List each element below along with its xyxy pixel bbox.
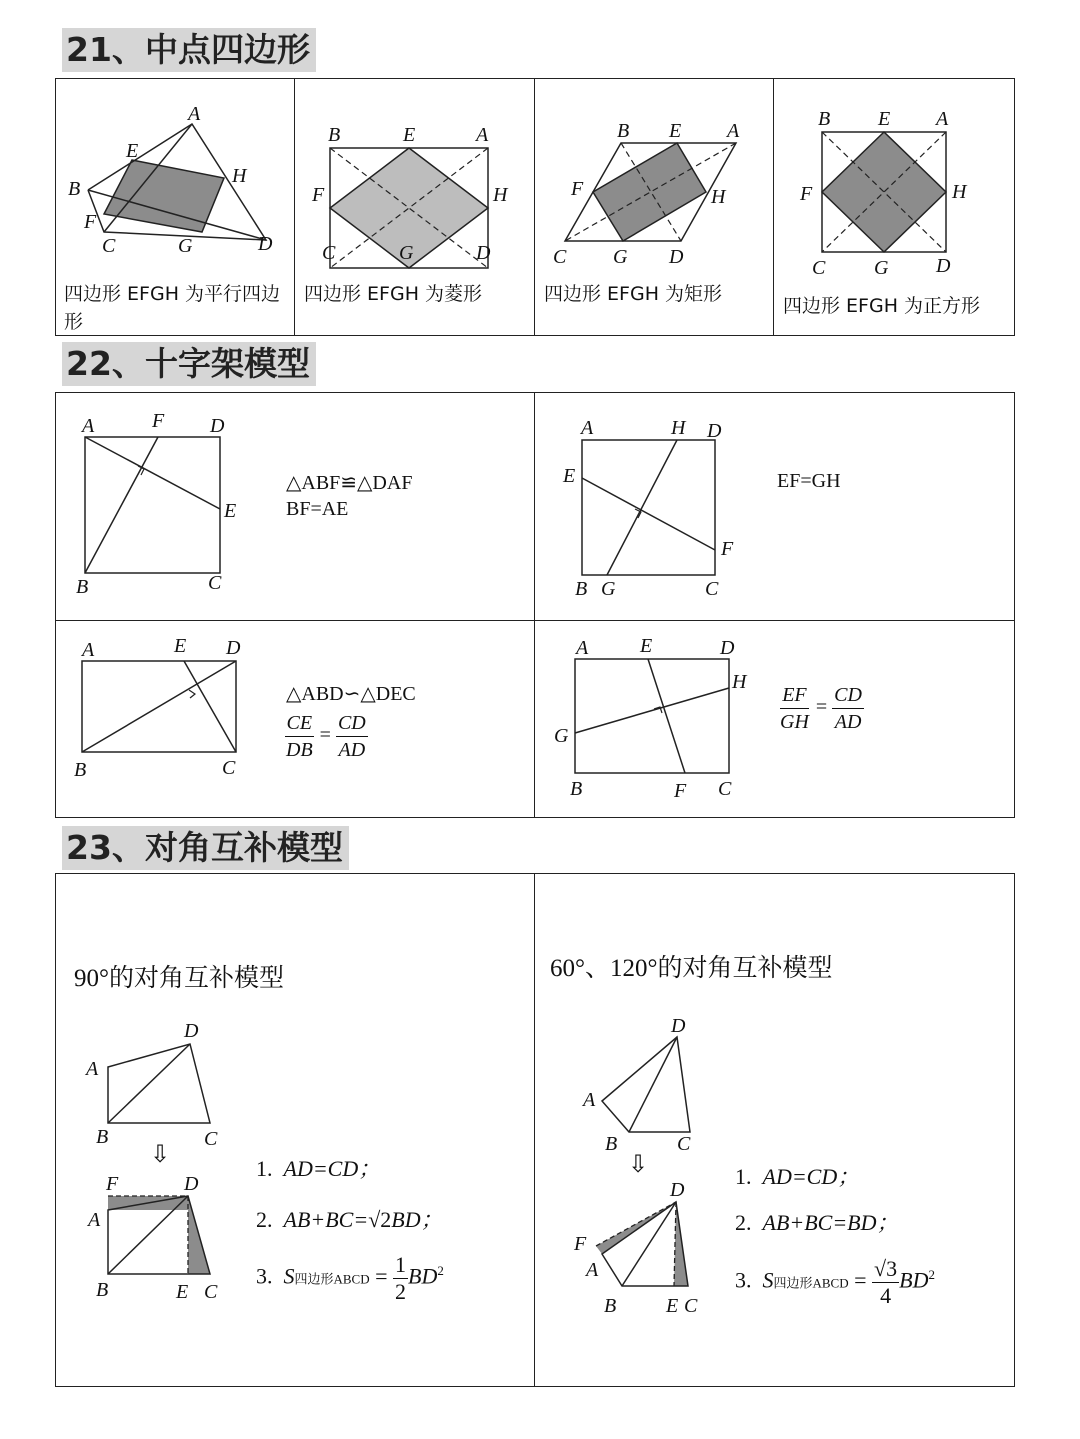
label-g: G [601, 578, 616, 600]
label-e: E [669, 120, 682, 142]
midpoint-rhombus-figure [300, 115, 530, 265]
denominator: GH [780, 711, 809, 733]
section-title-text: 十字架模型 [144, 344, 310, 383]
label-a: A [583, 1089, 596, 1111]
section-title-text: 对角互补模型 [144, 828, 343, 867]
label-h: H [493, 184, 508, 206]
cross-square-figure-2 [555, 410, 755, 610]
label-c: C [718, 778, 732, 800]
model-60-figure-bottom [570, 1178, 730, 1318]
formula: AB+BC= [283, 1207, 369, 1232]
section-number: 23、 [66, 828, 145, 867]
conclusion-2 [256, 1203, 443, 1234]
item-number: 3. [256, 1263, 273, 1289]
table-divider [55, 620, 1015, 621]
equals-sign: = [319, 724, 331, 747]
ratio-equation [778, 682, 864, 735]
label-e: E [640, 635, 653, 657]
section-23-title [62, 826, 349, 870]
label-e: E [666, 1295, 679, 1317]
sqrt-term: √2 [368, 1207, 392, 1232]
label-a: A [586, 1259, 599, 1281]
cross-rectangle-figure [70, 630, 270, 790]
numerator: √3 [874, 1256, 898, 1281]
label-d: D [476, 242, 491, 264]
label-d: D [184, 1173, 199, 1195]
label-c: C [553, 246, 567, 268]
denominator: 4 [880, 1283, 892, 1308]
label-c: C [204, 1281, 218, 1303]
label-g: G [178, 235, 193, 257]
fraction [832, 682, 864, 735]
caption-rectangle: 四边形 EFGH 为矩形 [544, 283, 723, 305]
label-e: E [224, 500, 237, 522]
area-subscript: 四边形ABCD [294, 1271, 370, 1287]
fraction [872, 1256, 899, 1309]
label-f: F [84, 211, 97, 233]
equality-statement: BF=AE [286, 498, 349, 520]
area-symbol: S [762, 1267, 774, 1293]
cross-rectangle-figure-2 [550, 630, 750, 810]
label-e: E [176, 1281, 189, 1303]
label-c: C [204, 1128, 218, 1150]
label-f: F [800, 183, 813, 205]
denominator: DB [286, 739, 313, 761]
formula: AD=CD； [283, 1156, 381, 1181]
denominator: 2 [395, 1279, 407, 1304]
cross-square-figure [70, 405, 270, 605]
model-60-figure-top [575, 1012, 725, 1157]
denominator: AD [834, 711, 862, 733]
model-title-90: 90°的对角互补模型 [74, 965, 284, 992]
label-g: G [613, 246, 628, 268]
label-e: E [878, 108, 891, 130]
fraction [336, 710, 368, 763]
label-b: B [617, 120, 630, 142]
label-b: B [328, 124, 341, 146]
conclusion-2 [735, 1206, 899, 1237]
section-title-text: 中点四边形 [144, 30, 310, 69]
table-divider [534, 873, 535, 1387]
label-a: A [188, 103, 201, 125]
ratio-equation [284, 710, 368, 763]
label-e: E [563, 465, 576, 487]
label-a: A [581, 417, 594, 439]
label-d: D [671, 1015, 686, 1037]
model-90-figure-top [80, 1015, 240, 1150]
formula: BD [408, 1263, 438, 1289]
section-22-title [62, 342, 316, 386]
label-c: C [322, 242, 336, 264]
label-h: H [732, 671, 747, 693]
equals-sign: = [815, 696, 828, 719]
model-title-60-120: 60°、120°的对角互补模型 [550, 955, 833, 982]
item-number: 2. [735, 1210, 752, 1235]
down-arrow-icon: ⇩ [150, 1142, 171, 1168]
area-symbol: S [283, 1263, 295, 1289]
numerator: CD [832, 682, 864, 709]
equality-statement: EF=GH [777, 470, 841, 492]
numerator: EF [780, 682, 808, 709]
label-d: D [720, 637, 735, 659]
label-h: H [711, 186, 726, 208]
conclusion-3 [735, 1256, 935, 1309]
label-h: H [232, 165, 247, 187]
denominator: AD [338, 739, 366, 761]
label-a: A [576, 637, 589, 659]
numerator: CD [336, 710, 368, 737]
table-divider [534, 78, 535, 336]
down-arrow-icon: ⇩ [628, 1152, 649, 1178]
midpoint-square-figure [790, 100, 1010, 285]
label-a: A [476, 124, 489, 146]
section-number: 22、 [66, 344, 145, 383]
label-f: F [674, 780, 687, 802]
label-b: B [570, 778, 583, 800]
conclusion-1 [256, 1152, 380, 1183]
label-f: F [152, 410, 165, 432]
conclusion-3 [256, 1252, 444, 1305]
conclusion-1 [735, 1160, 859, 1191]
label-b: B [575, 578, 588, 600]
label-e: E [174, 635, 187, 657]
label-a: A [727, 120, 740, 142]
label-c: C [812, 257, 826, 279]
caption-rhombus: 四边形 EFGH 为菱形 [304, 283, 483, 305]
label-a: A [86, 1058, 99, 1080]
model-90-figure-bottom [80, 1170, 240, 1305]
midpoint-parallelogram-figure [60, 100, 290, 260]
label-b: B [818, 108, 831, 130]
label-a: A [936, 108, 949, 130]
label-c: C [208, 572, 222, 594]
label-c: C [705, 578, 719, 600]
label-h: H [952, 181, 967, 203]
label-b: B [68, 178, 81, 200]
label-h: H [671, 417, 686, 439]
section-21-title [62, 28, 316, 72]
congruence-statement: △ABF≌△DAF [286, 472, 413, 494]
midpoint-rectangle-figure [545, 115, 770, 268]
label-f: F [106, 1173, 119, 1195]
table-divider [534, 392, 535, 818]
label-b: B [604, 1295, 617, 1317]
caption-parallelogram: 四边形 EFGH 为平行四边形 [64, 283, 281, 333]
equals-sign: = [375, 1263, 388, 1289]
area-subscript: 四边形ABCD [773, 1275, 849, 1291]
label-b: B [96, 1126, 109, 1148]
item-number: 3. [735, 1267, 752, 1293]
numerator: 1 [395, 1252, 407, 1277]
label-c: C [677, 1133, 691, 1155]
equals-sign: = [854, 1267, 867, 1293]
label-d: D [226, 637, 241, 659]
label-g: G [874, 257, 889, 279]
label-b: B [76, 576, 89, 598]
label-f: F [721, 538, 734, 560]
similarity-statement: △ABD∽△DEC [286, 683, 416, 705]
label-g: G [554, 725, 569, 747]
caption-square: 四边形 EFGH 为正方形 [783, 295, 981, 317]
table-divider [294, 78, 295, 336]
label-a: A [82, 415, 95, 437]
label-b: B [74, 759, 87, 781]
label-b: B [605, 1133, 618, 1155]
formula: AD=CD； [762, 1164, 860, 1189]
table-divider [773, 78, 774, 336]
section-number: 21、 [66, 30, 145, 69]
label-a: A [82, 639, 95, 661]
label-c: C [102, 235, 116, 257]
fraction [284, 710, 315, 763]
label-d: D [210, 415, 225, 437]
label-c: C [684, 1295, 698, 1317]
label-f: F [571, 178, 584, 200]
label-d: D [669, 246, 684, 268]
fraction [393, 1252, 408, 1305]
exponent: 2 [437, 1263, 444, 1279]
label-f: F [574, 1233, 587, 1255]
formula: AB+BC=BD； [762, 1210, 899, 1235]
fraction [778, 682, 811, 735]
exponent: 2 [928, 1267, 935, 1283]
label-d: D [707, 420, 722, 442]
label-d: D [670, 1179, 685, 1201]
label-e: E [126, 140, 139, 162]
label-g: G [399, 242, 414, 264]
numerator: CE [285, 710, 315, 737]
item-number: 1. [735, 1164, 752, 1189]
label-e: E [403, 124, 416, 146]
label-d: D [258, 233, 273, 255]
label-a: A [88, 1209, 101, 1231]
label-d: D [936, 255, 951, 277]
item-number: 2. [256, 1207, 273, 1232]
label-b: B [96, 1279, 109, 1301]
item-number: 1. [256, 1156, 273, 1181]
label-c: C [222, 757, 236, 779]
formula: BD [899, 1267, 929, 1293]
formula: BD； [391, 1207, 443, 1232]
label-d: D [184, 1020, 199, 1042]
label-f: F [312, 184, 325, 206]
